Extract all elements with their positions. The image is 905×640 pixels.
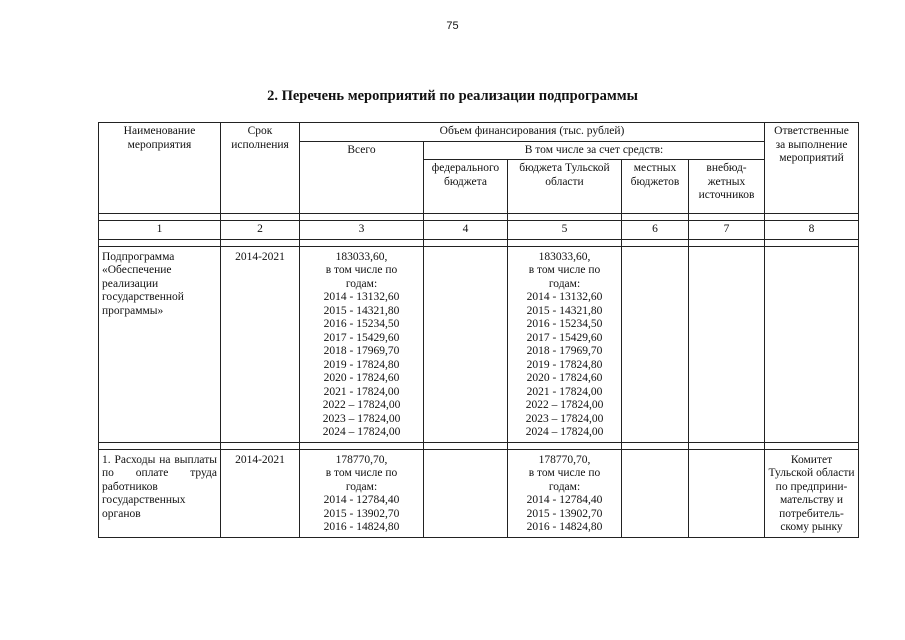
row-name: 1. Расходы на выплаты по оплате труда работников государственных органов xyxy=(99,449,221,537)
total-line: 2020 - 17824,60 xyxy=(323,372,400,384)
total-line: 2019 - 17824,80 xyxy=(323,358,400,371)
row-term: 2014-2021 xyxy=(221,449,300,537)
header-funding: Объем финансирования (тыс. рублей) xyxy=(300,123,765,142)
regional-line: 2014 - 13132,60 xyxy=(526,291,603,303)
total-line: 2017 - 15429,60 xyxy=(323,331,400,344)
column-number: 3 xyxy=(300,221,424,240)
regional-line: годам: xyxy=(548,480,581,493)
header-federal: федерального бюджета xyxy=(424,160,508,214)
total-line: в том числе по xyxy=(325,467,398,479)
regional-line: 2015 - 13902,70 xyxy=(526,507,603,520)
regional-line: 183033,60, xyxy=(538,250,591,263)
total-line: 2014 - 13132,60 xyxy=(323,291,400,303)
total-line: 2016 - 14824,80 xyxy=(323,521,400,533)
row-federal xyxy=(424,449,508,537)
total-line: 2022 – 17824,00 xyxy=(322,399,401,411)
row-regional xyxy=(508,246,622,442)
row-total xyxy=(300,246,424,442)
row-local xyxy=(622,449,689,537)
total-line: 2016 - 15234,50 xyxy=(323,318,400,330)
total-line: 2024 – 17824,00 xyxy=(322,426,401,438)
regional-line: 2024 – 17824,00 xyxy=(525,426,604,438)
regional-line: 2017 - 15429,60 xyxy=(526,331,603,344)
row-responsible: Комитет Тульской области по предприни-мательству и потребитель-скому рынку xyxy=(765,449,859,537)
regional-line: 2016 - 14824,80 xyxy=(526,521,603,533)
column-number: 6 xyxy=(622,221,689,240)
header-term: Срок исполнения xyxy=(221,123,300,214)
total-line: 2021 - 17824,00 xyxy=(323,385,400,398)
activities-table xyxy=(98,122,859,538)
header-name: Наименование мероприятия xyxy=(99,123,221,214)
separator-row xyxy=(99,214,859,221)
column-number: 1 xyxy=(99,221,221,240)
total-line: в том числе по xyxy=(325,264,398,276)
header-regional: бюджета Тульской области xyxy=(508,160,622,214)
total-line: 2018 - 17969,70 xyxy=(323,345,400,357)
regional-line: 2020 - 17824,60 xyxy=(526,372,603,384)
column-number: 8 xyxy=(765,221,859,240)
regional-line: годам: xyxy=(548,277,581,290)
separator-row xyxy=(99,239,859,246)
header-responsible: Ответственные за выполнение мероприятий xyxy=(765,123,859,214)
table-row xyxy=(99,246,859,442)
regional-line: в том числе по xyxy=(528,264,601,276)
regional-line: в том числе по xyxy=(528,467,601,479)
column-number: 4 xyxy=(424,221,508,240)
total-line: годам: xyxy=(345,277,378,290)
regional-line: 2015 - 14321,80 xyxy=(526,304,603,317)
total-line: годам: xyxy=(345,480,378,493)
regional-line: 178770,70, xyxy=(538,453,591,466)
header-incl-sources: В том числе за счет средств: xyxy=(424,141,765,160)
total-line: 2015 - 14321,80 xyxy=(323,304,400,317)
total-line: 2015 - 13902,70 xyxy=(323,507,400,520)
table-row xyxy=(99,449,859,537)
regional-line: 2022 – 17824,00 xyxy=(525,399,604,411)
total-line: 183033,60, xyxy=(335,250,388,263)
regional-line: 2023 – 17824,00 xyxy=(525,412,604,425)
separator-row xyxy=(99,442,859,449)
row-federal xyxy=(424,246,508,442)
header-extra: внебюд-жетных источников xyxy=(689,160,765,214)
regional-line: 2014 - 12784,40 xyxy=(526,494,603,506)
row-name: Подпрограмма «Обеспечение реализации государственной программы» xyxy=(99,246,221,442)
document-title: 2. Перечень мероприятий по реализации подпрограммы xyxy=(267,88,638,104)
total-line: 2023 – 17824,00 xyxy=(322,412,401,425)
row-total xyxy=(300,449,424,537)
row-extra xyxy=(689,449,765,537)
row-term: 2014-2021 xyxy=(221,246,300,442)
regional-line: 2018 - 17969,70 xyxy=(526,345,603,357)
row-local xyxy=(622,246,689,442)
header-local: местных бюджетов xyxy=(622,160,689,214)
row-extra xyxy=(689,246,765,442)
regional-line: 2016 - 15234,50 xyxy=(526,318,603,330)
column-number: 5 xyxy=(508,221,622,240)
row-regional xyxy=(508,449,622,537)
regional-line: 2021 - 17824,00 xyxy=(526,385,603,398)
column-numbers-row xyxy=(99,221,859,240)
total-line: 2014 - 12784,40 xyxy=(323,494,400,506)
regional-line: 2019 - 17824,80 xyxy=(526,358,603,371)
column-number: 2 xyxy=(221,221,300,240)
total-line: 178770,70, xyxy=(335,453,388,466)
page-number: 75 xyxy=(446,20,459,32)
header-row-1 xyxy=(99,123,859,142)
header-total: Всего xyxy=(300,141,424,214)
row-responsible xyxy=(765,246,859,442)
column-number: 7 xyxy=(689,221,765,240)
